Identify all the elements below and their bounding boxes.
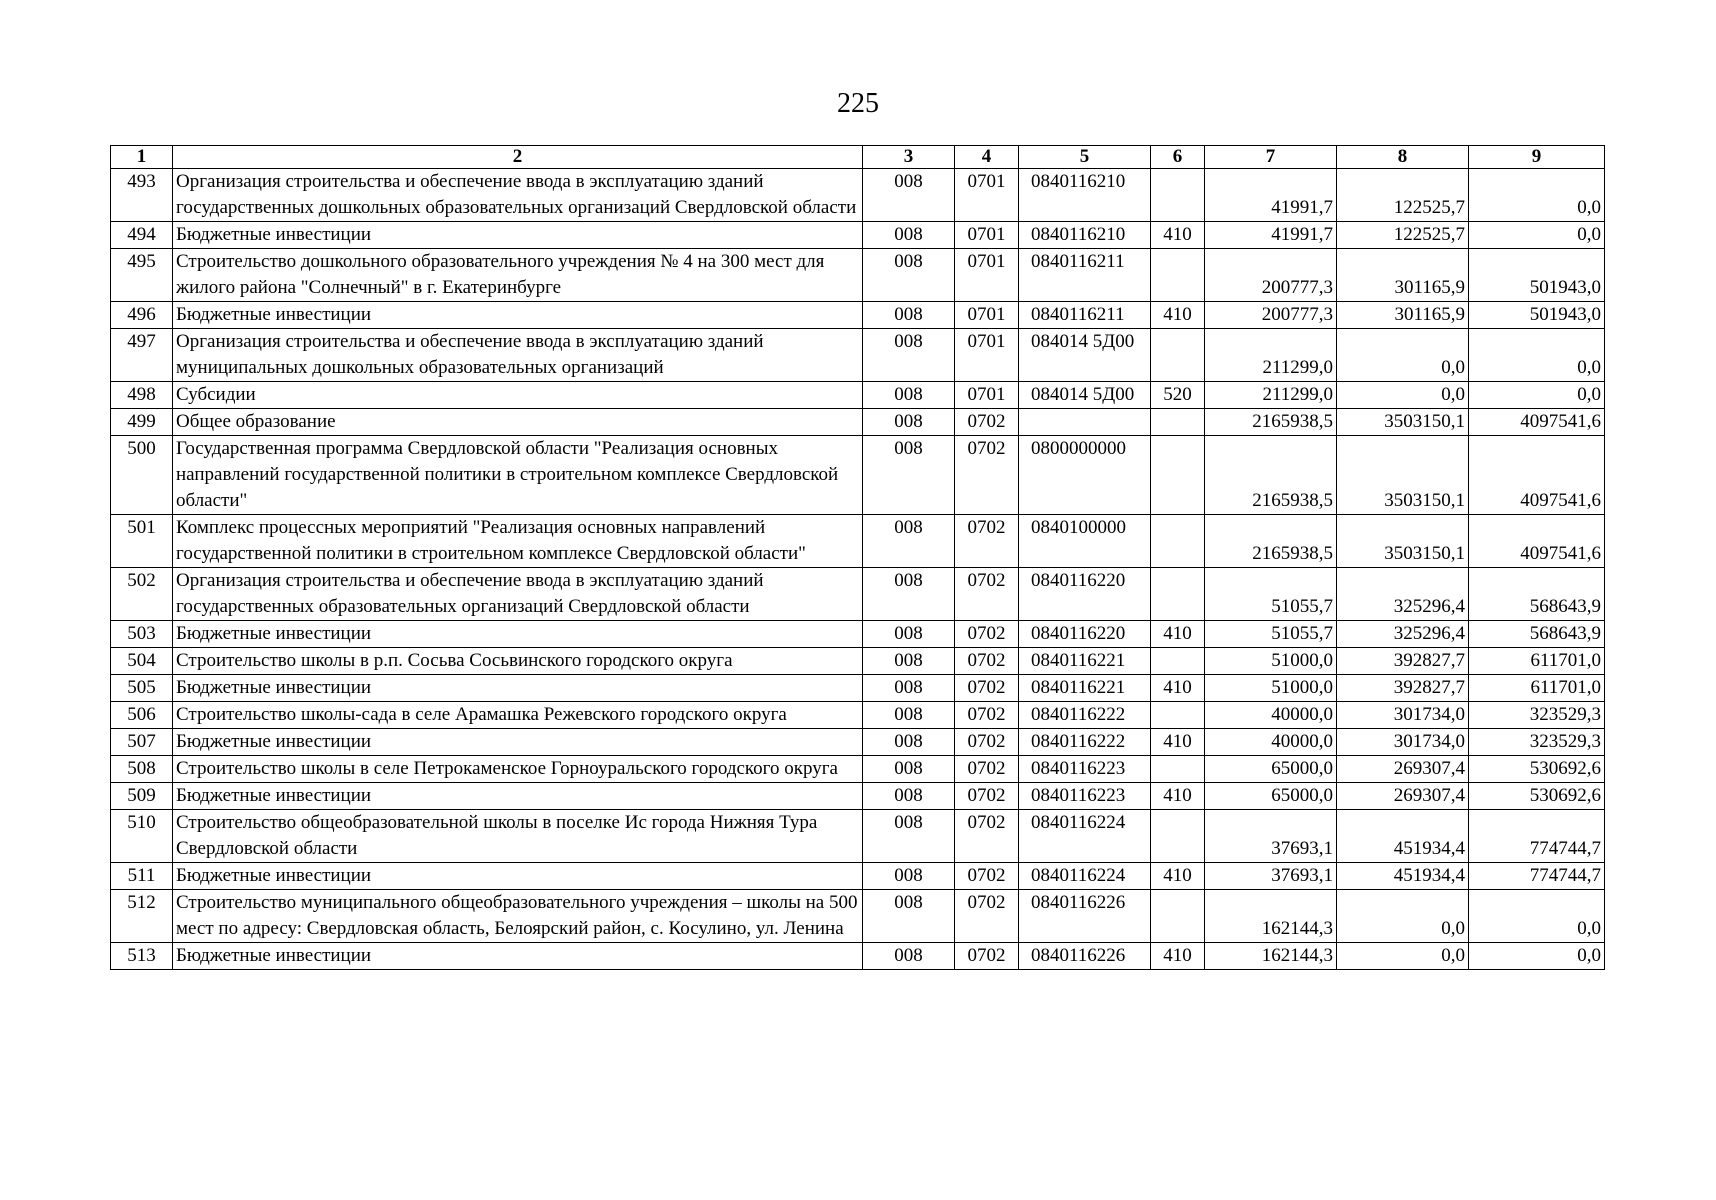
row-name: Государственная программа Свердловской области "Реализация основных направлений государственной политики в строительном комплексе Свердловской области" <box>173 436 863 515</box>
row-name: Бюджетные инвестиции <box>173 222 863 249</box>
amount-year-2: 301165,9 <box>1337 302 1469 329</box>
row-number: 502 <box>111 568 173 621</box>
amount-year-3: 0,0 <box>1469 222 1605 249</box>
amount-year-2: 3503150,1 <box>1337 515 1469 568</box>
section-code: 0702 <box>955 621 1019 648</box>
column-header: 3 <box>863 146 955 169</box>
row-name: Бюджетные инвестиции <box>173 675 863 702</box>
target-article-code: 0840116224 <box>1019 863 1151 890</box>
row-name: Комплекс процессных мероприятий "Реализация основных направлений государственной политики в строительном комплексе Свердловской области" <box>173 515 863 568</box>
amount-year-3: 0,0 <box>1469 329 1605 382</box>
table-row <box>111 783 1605 810</box>
target-article-code: 0840116220 <box>1019 621 1151 648</box>
row-number: 499 <box>111 409 173 436</box>
target-article-code: 0840116222 <box>1019 729 1151 756</box>
amount-year-3: 774744,7 <box>1469 863 1605 890</box>
target-article-code: 0840116221 <box>1019 675 1151 702</box>
ministry-code: 008 <box>863 169 955 222</box>
amount-year-2: 392827,7 <box>1337 675 1469 702</box>
row-name: Субсидии <box>173 382 863 409</box>
target-article-code: 0840116210 <box>1019 169 1151 222</box>
ministry-code: 008 <box>863 409 955 436</box>
ministry-code: 008 <box>863 890 955 943</box>
amount-year-1: 2165938,5 <box>1205 409 1337 436</box>
amount-year-3: 4097541,6 <box>1469 436 1605 515</box>
target-article-code: 0840116211 <box>1019 249 1151 302</box>
table-row <box>111 249 1605 302</box>
ministry-code: 008 <box>863 863 955 890</box>
row-number: 511 <box>111 863 173 890</box>
target-article-code: 0840116221 <box>1019 648 1151 675</box>
section-code: 0702 <box>955 783 1019 810</box>
amount-year-2: 451934,4 <box>1337 810 1469 863</box>
amount-year-1: 211299,0 <box>1205 382 1337 409</box>
target-article-code: 0840100000 <box>1019 515 1151 568</box>
row-number: 501 <box>111 515 173 568</box>
section-code: 0702 <box>955 648 1019 675</box>
amount-year-2: 0,0 <box>1337 329 1469 382</box>
amount-year-2: 0,0 <box>1337 382 1469 409</box>
ministry-code: 008 <box>863 329 955 382</box>
amount-year-3: 0,0 <box>1469 169 1605 222</box>
expense-type-code: 410 <box>1151 783 1205 810</box>
section-code: 0702 <box>955 515 1019 568</box>
row-number: 513 <box>111 943 173 970</box>
row-number: 505 <box>111 675 173 702</box>
section-code: 0702 <box>955 890 1019 943</box>
section-code: 0701 <box>955 302 1019 329</box>
expense-type-code <box>1151 436 1205 515</box>
row-name: Бюджетные инвестиции <box>173 729 863 756</box>
expense-type-code: 410 <box>1151 222 1205 249</box>
amount-year-1: 200777,3 <box>1205 302 1337 329</box>
section-code: 0702 <box>955 810 1019 863</box>
expense-type-code <box>1151 810 1205 863</box>
ministry-code: 008 <box>863 249 955 302</box>
amount-year-3: 568643,9 <box>1469 568 1605 621</box>
expense-type-code <box>1151 329 1205 382</box>
amount-year-3: 501943,0 <box>1469 249 1605 302</box>
section-code: 0702 <box>955 702 1019 729</box>
section-code: 0702 <box>955 756 1019 783</box>
ministry-code: 008 <box>863 515 955 568</box>
target-article-code: 0840116226 <box>1019 890 1151 943</box>
row-name: Общее образование <box>173 409 863 436</box>
ministry-code: 008 <box>863 436 955 515</box>
table-row <box>111 222 1605 249</box>
amount-year-1: 2165938,5 <box>1205 436 1337 515</box>
amount-year-3: 611701,0 <box>1469 675 1605 702</box>
expense-type-code <box>1151 890 1205 943</box>
target-article-code: 0840116224 <box>1019 810 1151 863</box>
table-row <box>111 329 1605 382</box>
ministry-code: 008 <box>863 675 955 702</box>
section-code: 0702 <box>955 729 1019 756</box>
section-code: 0701 <box>955 222 1019 249</box>
table-row <box>111 568 1605 621</box>
expense-type-code <box>1151 409 1205 436</box>
amount-year-1: 41991,7 <box>1205 169 1337 222</box>
expense-type-code <box>1151 515 1205 568</box>
amount-year-1: 37693,1 <box>1205 810 1337 863</box>
row-name: Строительство школы в селе Петрокаменское Горноуральского городского округа <box>173 756 863 783</box>
amount-year-3: 530692,6 <box>1469 756 1605 783</box>
expense-type-code <box>1151 648 1205 675</box>
amount-year-1: 2165938,5 <box>1205 515 1337 568</box>
amount-year-1: 40000,0 <box>1205 702 1337 729</box>
row-number: 509 <box>111 783 173 810</box>
target-article-code: 0840116220 <box>1019 568 1151 621</box>
row-name: Организация строительства и обеспечение ввода в эксплуатацию зданий муниципальных дошкольных образовательных организаций <box>173 329 863 382</box>
column-header: 9 <box>1469 146 1605 169</box>
ministry-code: 008 <box>863 568 955 621</box>
table-row <box>111 382 1605 409</box>
section-code: 0702 <box>955 675 1019 702</box>
target-article-code <box>1019 409 1151 436</box>
amount-year-3: 323529,3 <box>1469 702 1605 729</box>
table-row <box>111 810 1605 863</box>
expense-type-code <box>1151 702 1205 729</box>
expense-type-code: 410 <box>1151 729 1205 756</box>
column-header: 6 <box>1151 146 1205 169</box>
budget-table <box>110 145 1605 970</box>
amount-year-2: 301734,0 <box>1337 729 1469 756</box>
row-name: Строительство дошкольного образовательного учреждения № 4 на 300 мест для жилого района "Солнечный" в г. Екатеринбурге <box>173 249 863 302</box>
target-article-code: 0840116223 <box>1019 756 1151 783</box>
section-code: 0701 <box>955 169 1019 222</box>
amount-year-1: 65000,0 <box>1205 756 1337 783</box>
target-article-code: 0840116210 <box>1019 222 1151 249</box>
amount-year-1: 51000,0 <box>1205 648 1337 675</box>
ministry-code: 008 <box>863 222 955 249</box>
amount-year-2: 325296,4 <box>1337 621 1469 648</box>
column-header: 1 <box>111 146 173 169</box>
amount-year-2: 392827,7 <box>1337 648 1469 675</box>
ministry-code: 008 <box>863 756 955 783</box>
section-code: 0702 <box>955 863 1019 890</box>
amount-year-1: 162144,3 <box>1205 943 1337 970</box>
expense-type-code: 410 <box>1151 863 1205 890</box>
amount-year-3: 4097541,6 <box>1469 409 1605 436</box>
amount-year-2: 325296,4 <box>1337 568 1469 621</box>
row-number: 506 <box>111 702 173 729</box>
target-article-code: 0840116223 <box>1019 783 1151 810</box>
row-number: 503 <box>111 621 173 648</box>
target-article-code: 0800000000 <box>1019 436 1151 515</box>
expense-type-code <box>1151 169 1205 222</box>
row-number: 498 <box>111 382 173 409</box>
table-row <box>111 302 1605 329</box>
row-number: 495 <box>111 249 173 302</box>
amount-year-2: 301165,9 <box>1337 249 1469 302</box>
table-row <box>111 621 1605 648</box>
table-row <box>111 648 1605 675</box>
section-code: 0702 <box>955 568 1019 621</box>
column-header: 2 <box>173 146 863 169</box>
target-article-code: 0840116226 <box>1019 943 1151 970</box>
ministry-code: 008 <box>863 702 955 729</box>
row-number: 497 <box>111 329 173 382</box>
amount-year-1: 41991,7 <box>1205 222 1337 249</box>
amount-year-2: 3503150,1 <box>1337 409 1469 436</box>
amount-year-2: 269307,4 <box>1337 756 1469 783</box>
amount-year-1: 37693,1 <box>1205 863 1337 890</box>
expense-type-code <box>1151 568 1205 621</box>
amount-year-1: 65000,0 <box>1205 783 1337 810</box>
amount-year-3: 4097541,6 <box>1469 515 1605 568</box>
section-code: 0702 <box>955 436 1019 515</box>
amount-year-1: 51000,0 <box>1205 675 1337 702</box>
amount-year-1: 162144,3 <box>1205 890 1337 943</box>
amount-year-2: 0,0 <box>1337 943 1469 970</box>
row-name: Бюджетные инвестиции <box>173 302 863 329</box>
row-name: Строительство школы в р.п. Сосьва Сосьвинского городского округа <box>173 648 863 675</box>
ministry-code: 008 <box>863 783 955 810</box>
amount-year-3: 501943,0 <box>1469 302 1605 329</box>
amount-year-1: 51055,7 <box>1205 568 1337 621</box>
amount-year-1: 51055,7 <box>1205 621 1337 648</box>
table-row <box>111 943 1605 970</box>
table-row <box>111 890 1605 943</box>
amount-year-2: 301734,0 <box>1337 702 1469 729</box>
amount-year-3: 0,0 <box>1469 382 1605 409</box>
table-body <box>111 169 1605 970</box>
row-name: Бюджетные инвестиции <box>173 783 863 810</box>
amount-year-2: 0,0 <box>1337 890 1469 943</box>
row-number: 508 <box>111 756 173 783</box>
table-row <box>111 515 1605 568</box>
row-number: 512 <box>111 890 173 943</box>
column-header: 7 <box>1205 146 1337 169</box>
column-header: 4 <box>955 146 1019 169</box>
expense-type-code: 410 <box>1151 621 1205 648</box>
row-number: 510 <box>111 810 173 863</box>
row-name: Бюджетные инвестиции <box>173 863 863 890</box>
ministry-code: 008 <box>863 810 955 863</box>
row-name: Бюджетные инвестиции <box>173 943 863 970</box>
column-header: 8 <box>1337 146 1469 169</box>
table-row <box>111 729 1605 756</box>
table-row <box>111 756 1605 783</box>
row-name: Строительство общеобразовательной школы в поселке Ис города Нижняя Тура Свердловской области <box>173 810 863 863</box>
section-code: 0702 <box>955 409 1019 436</box>
row-number: 493 <box>111 169 173 222</box>
amount-year-1: 40000,0 <box>1205 729 1337 756</box>
target-article-code: 0840116222 <box>1019 702 1151 729</box>
expense-type-code: 410 <box>1151 675 1205 702</box>
amount-year-1: 211299,0 <box>1205 329 1337 382</box>
table-row <box>111 436 1605 515</box>
amount-year-3: 0,0 <box>1469 943 1605 970</box>
header-row <box>111 146 1605 169</box>
table-row <box>111 169 1605 222</box>
expense-type-code <box>1151 756 1205 783</box>
section-code: 0701 <box>955 249 1019 302</box>
section-code: 0701 <box>955 329 1019 382</box>
row-name: Организация строительства и обеспечение ввода в эксплуатацию зданий государственных дошкольных образовательных организаций Свердловской области <box>173 169 863 222</box>
ministry-code: 008 <box>863 943 955 970</box>
row-name: Строительство школы-сада в селе Арамашка Режевского городского округа <box>173 702 863 729</box>
expense-type-code: 410 <box>1151 943 1205 970</box>
row-number: 507 <box>111 729 173 756</box>
section-code: 0702 <box>955 943 1019 970</box>
amount-year-2: 3503150,1 <box>1337 436 1469 515</box>
row-number: 496 <box>111 302 173 329</box>
table-row <box>111 702 1605 729</box>
table-row <box>111 409 1605 436</box>
ministry-code: 008 <box>863 382 955 409</box>
amount-year-2: 122525,7 <box>1337 169 1469 222</box>
amount-year-3: 0,0 <box>1469 890 1605 943</box>
amount-year-1: 200777,3 <box>1205 249 1337 302</box>
row-number: 494 <box>111 222 173 249</box>
amount-year-3: 323529,3 <box>1469 729 1605 756</box>
expense-type-code: 520 <box>1151 382 1205 409</box>
table-row <box>111 863 1605 890</box>
amount-year-2: 269307,4 <box>1337 783 1469 810</box>
amount-year-3: 568643,9 <box>1469 621 1605 648</box>
target-article-code: 084014 5Д00 <box>1019 382 1151 409</box>
column-header: 5 <box>1019 146 1151 169</box>
amount-year-3: 530692,6 <box>1469 783 1605 810</box>
ministry-code: 008 <box>863 621 955 648</box>
target-article-code: 084014 5Д00 <box>1019 329 1151 382</box>
amount-year-3: 774744,7 <box>1469 810 1605 863</box>
target-article-code: 0840116211 <box>1019 302 1151 329</box>
row-number: 500 <box>111 436 173 515</box>
amount-year-2: 451934,4 <box>1337 863 1469 890</box>
row-name: Бюджетные инвестиции <box>173 621 863 648</box>
page-number: 225 <box>837 88 879 119</box>
expense-type-code <box>1151 249 1205 302</box>
amount-year-2: 122525,7 <box>1337 222 1469 249</box>
ministry-code: 008 <box>863 648 955 675</box>
ministry-code: 008 <box>863 302 955 329</box>
table-row <box>111 675 1605 702</box>
row-name: Строительство муниципального общеобразовательного учреждения – школы на 500 мест по адресу: Свердловская область, Белоярский район, с. Косулино, ул. Ленина <box>173 890 863 943</box>
row-name: Организация строительства и обеспечение ввода в эксплуатацию зданий государственных образовательных организаций Свердловской области <box>173 568 863 621</box>
expense-type-code: 410 <box>1151 302 1205 329</box>
ministry-code: 008 <box>863 729 955 756</box>
row-number: 504 <box>111 648 173 675</box>
section-code: 0701 <box>955 382 1019 409</box>
amount-year-3: 611701,0 <box>1469 648 1605 675</box>
